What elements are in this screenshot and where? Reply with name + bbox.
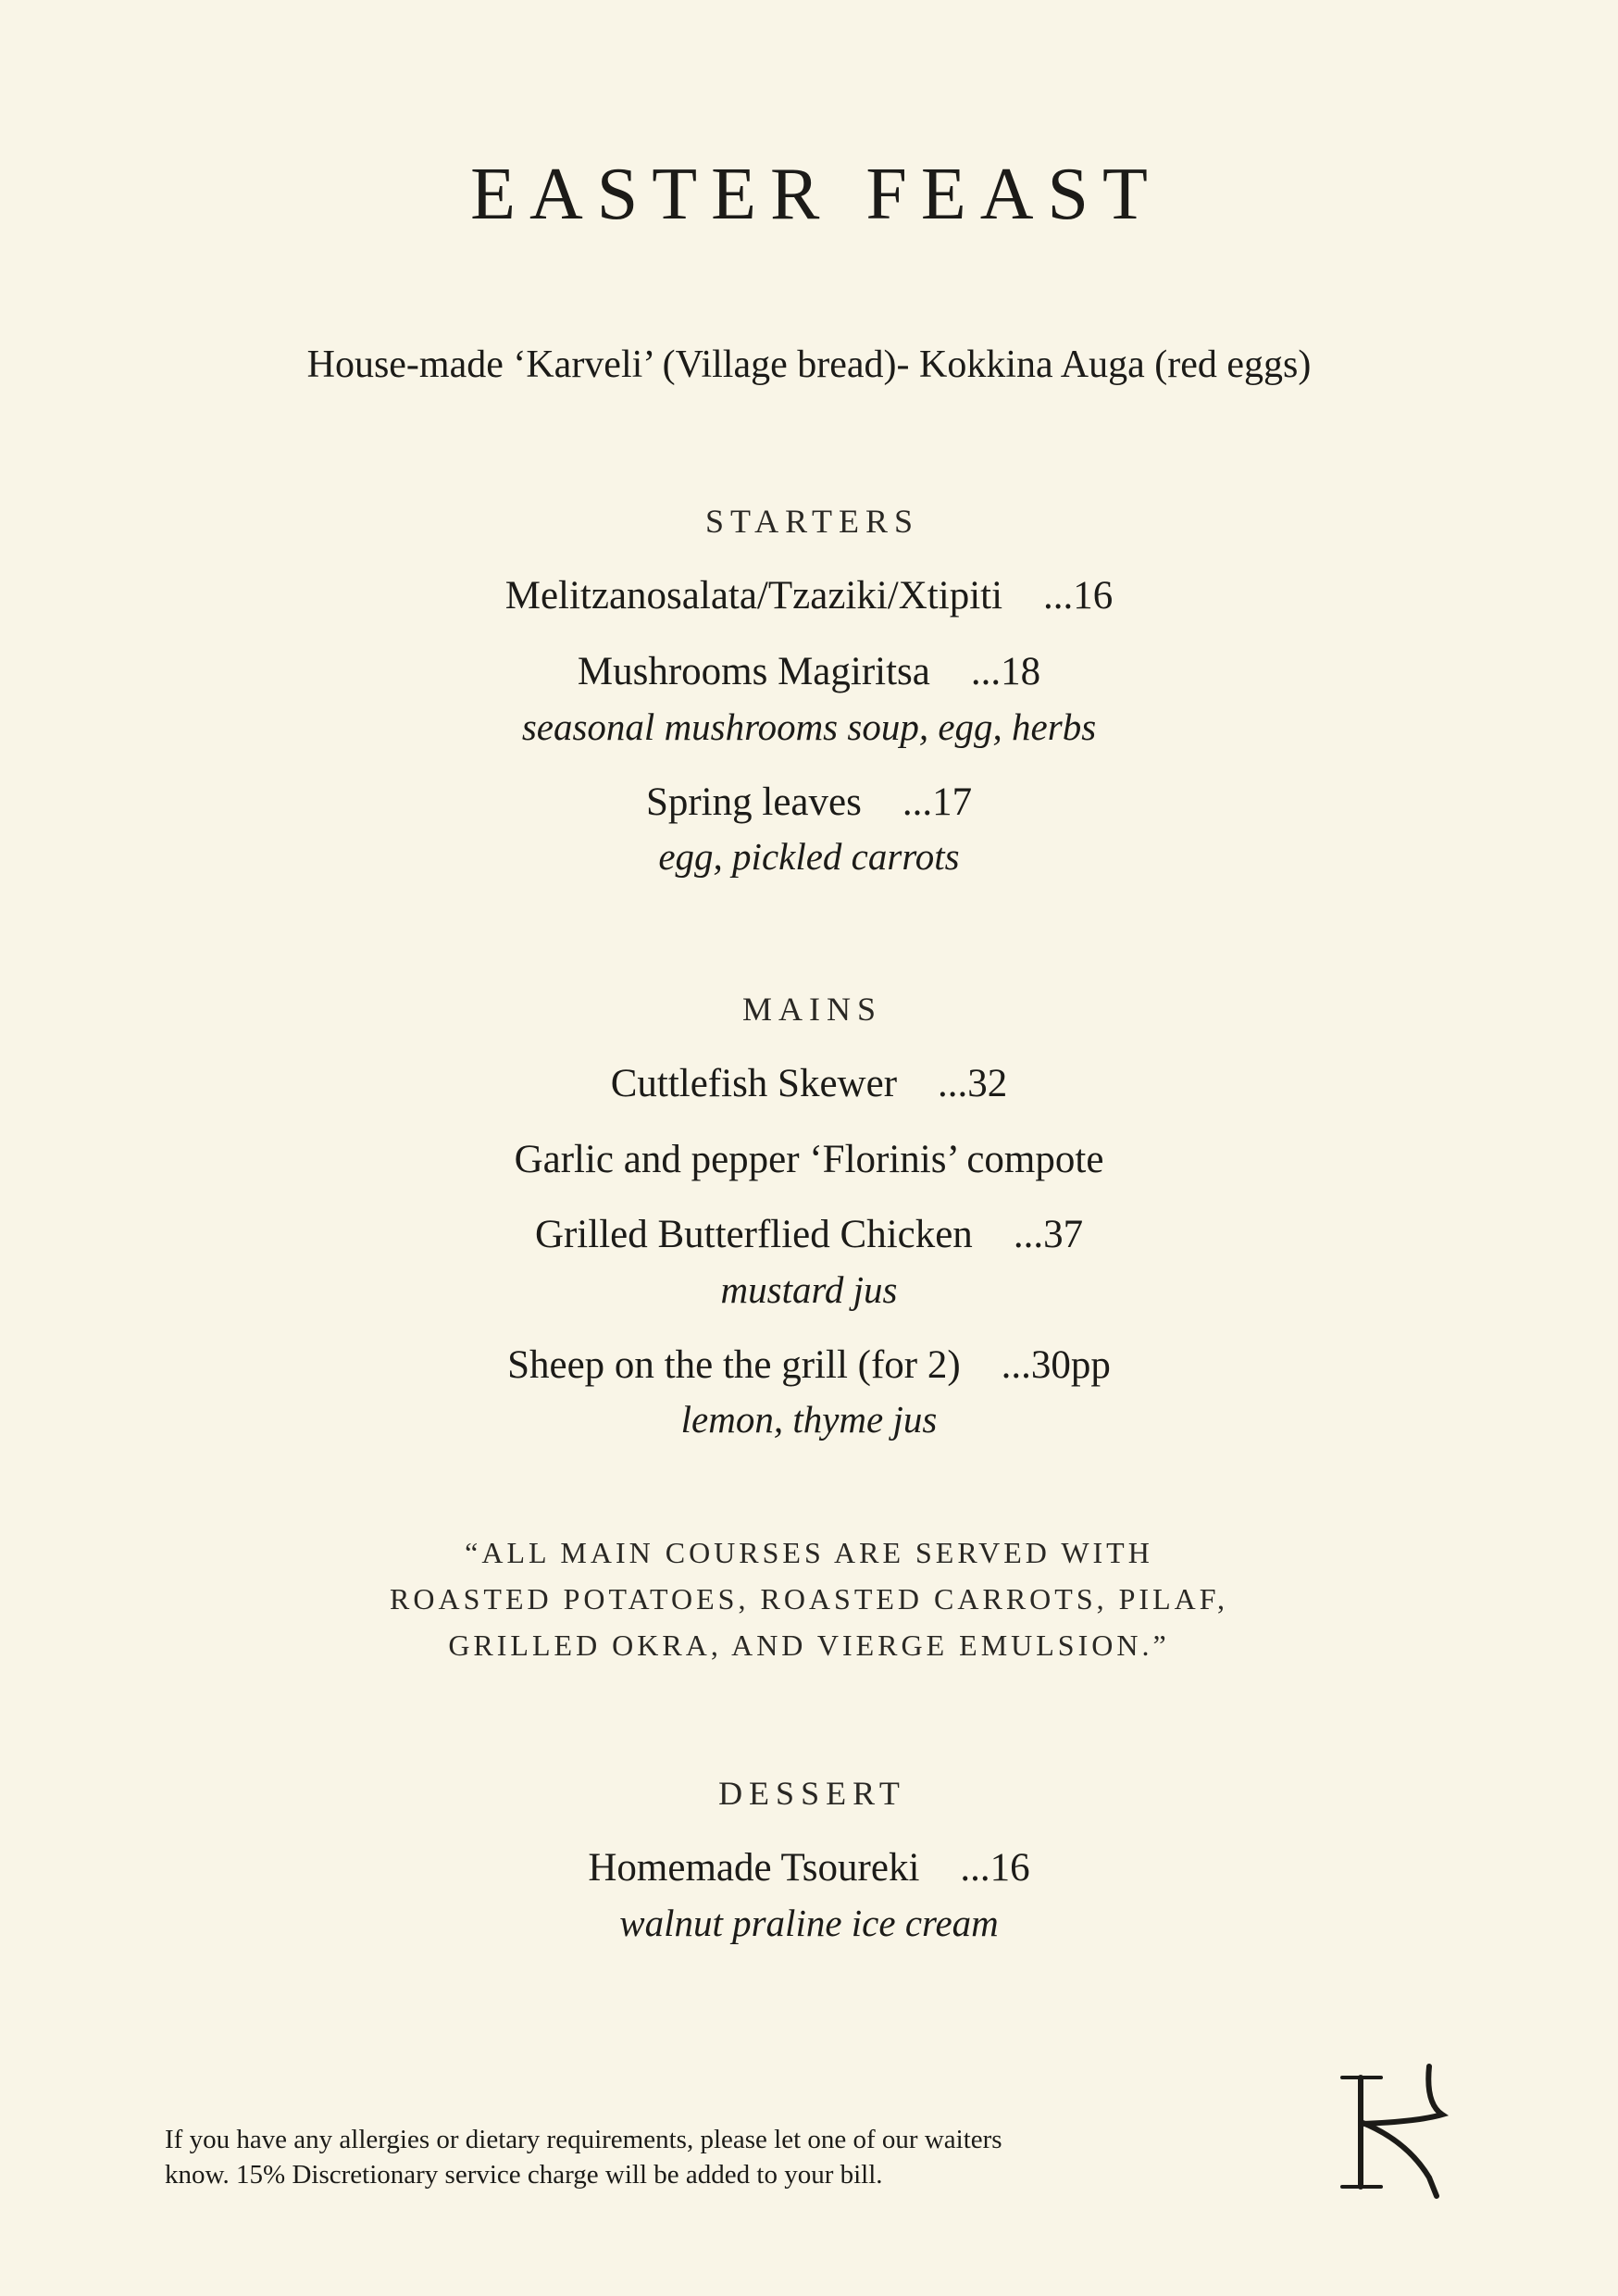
item-price: ...16 — [960, 1846, 1030, 1890]
item-name: Cuttlefish Skewer — [610, 1062, 898, 1105]
menu-item — [0, 570, 1618, 622]
item-description: walnut praline ice cream — [619, 1902, 999, 1944]
mains-note — [0, 1529, 1618, 1668]
item-price: ...18 — [970, 650, 1041, 693]
item-price: ...17 — [902, 780, 973, 824]
allergy-footer — [165, 2122, 1183, 2192]
item-price: ...16 — [1043, 574, 1114, 618]
menu-item — [0, 646, 1618, 698]
menu-item — [0, 1058, 1618, 1110]
item-description: egg, pickled carrots — [658, 835, 960, 878]
mains-note-line: ROASTED POTATOES, ROASTED CARROTS, PILAF, — [390, 1582, 1228, 1616]
item-name: Mushrooms Magiritsa — [577, 650, 930, 693]
dessert-heading: DESSERT — [718, 1775, 906, 1812]
item-name: Spring leaves — [645, 780, 862, 824]
k-monogram-logo-icon — [1333, 2057, 1462, 2205]
item-name: Sheep on the the grill (for 2) — [507, 1343, 961, 1387]
menu-item — [0, 1134, 1618, 1186]
menu-title: EASTER FEAST — [470, 154, 1162, 235]
item-price: ...30pp — [1001, 1343, 1111, 1387]
menu-item — [0, 1842, 1618, 1894]
starters-heading: STARTERS — [705, 503, 919, 540]
item-name: Grilled Butterflied Chicken — [534, 1213, 973, 1256]
item-description: lemon, thyme jus — [680, 1398, 938, 1441]
item-description: mustard jus — [720, 1268, 898, 1311]
menu-item — [0, 1340, 1618, 1391]
footer-line: know. 15% Discretionary service charge will be added to your bill. — [165, 2160, 883, 2190]
mains-note-line: “ALL MAIN COURSES ARE SERVED WITH — [465, 1536, 1153, 1569]
item-price: ...32 — [938, 1062, 1008, 1105]
menu-item — [0, 777, 1618, 829]
mains-heading: MAINS — [741, 991, 882, 1028]
item-price: ...37 — [1013, 1213, 1084, 1256]
item-name: Garlic and pepper ‘Florinis’ compote — [514, 1138, 1104, 1181]
footer-line: If you have any allergies or dietary requirements, please let one of our waiters — [165, 2125, 1002, 2154]
bread-line: House-made ‘Karveli’ (Village bread)- Kokkina Auga (red eggs) — [306, 343, 1312, 386]
mains-note-line: GRILLED OKRA, AND VIERGE EMULSION.” — [448, 1628, 1170, 1662]
item-name: Homemade Tsoureki — [588, 1846, 920, 1890]
menu-item — [0, 1209, 1618, 1261]
item-name: Melitzanosalata/Tzaziki/Xtipiti — [504, 574, 1003, 618]
item-description: seasonal mushrooms soup, egg, herbs — [521, 705, 1097, 748]
